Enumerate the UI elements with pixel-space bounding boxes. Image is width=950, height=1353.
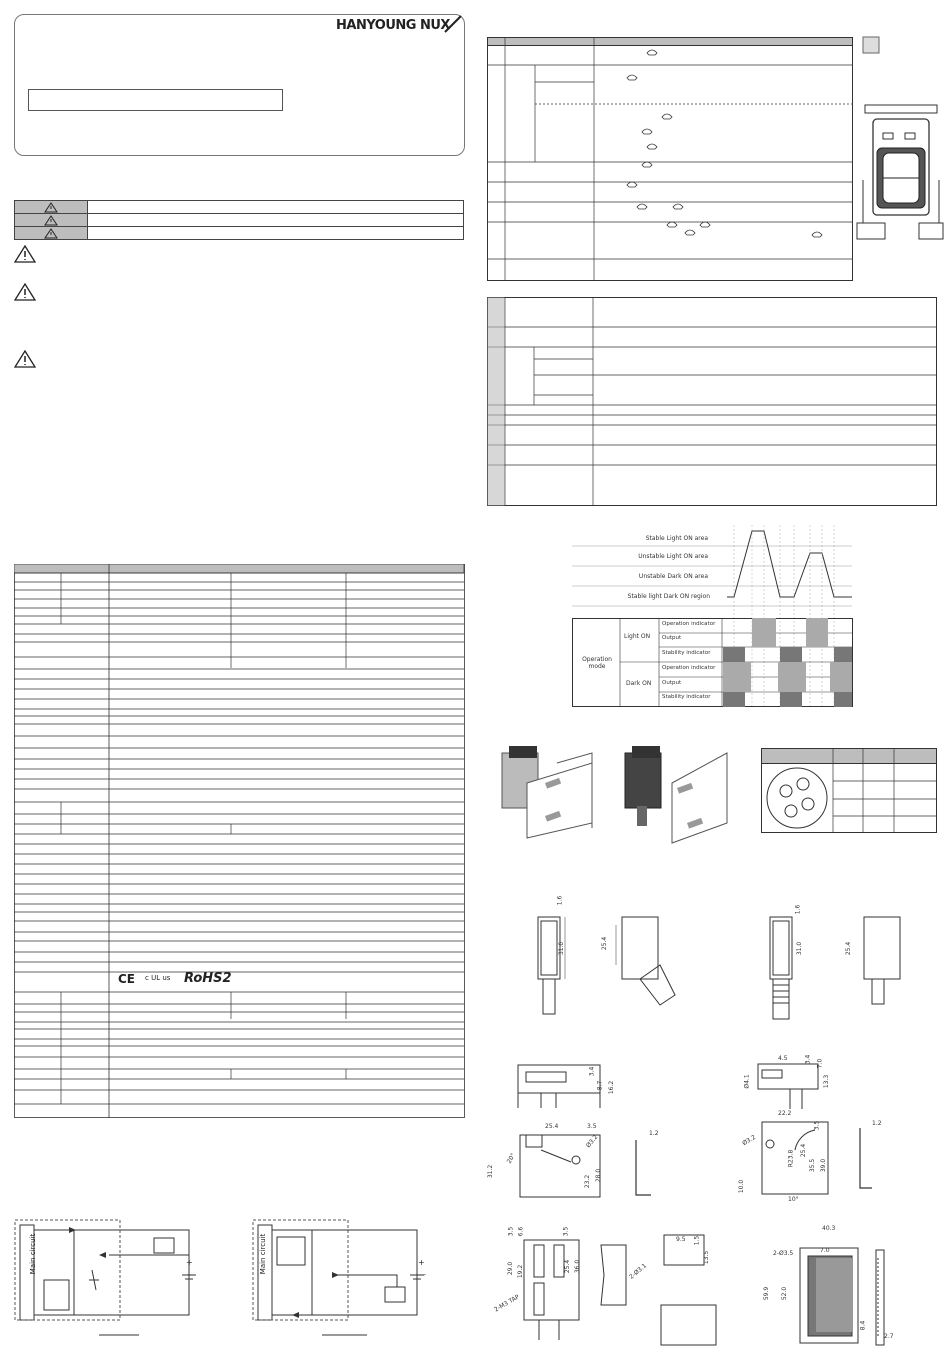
dim-b6: Ø3.2 <box>584 1133 600 1150</box>
npn-output-circuit-diagram <box>14 1215 214 1340</box>
dim-b7: 20° <box>505 1152 518 1165</box>
ul-mark: c UL us <box>145 974 171 982</box>
dim-f2: 2-Ø3.5 <box>773 1250 794 1257</box>
dim-c9: R23.8 <box>787 1149 795 1168</box>
dim-b9: 23.2 <box>584 1174 592 1189</box>
dim-c3: 7.0 <box>816 1058 824 1069</box>
caution-icon <box>14 350 36 368</box>
model-input-box <box>28 89 283 111</box>
minus-label: — <box>186 1270 194 1279</box>
main-circuit-label-2: Main circuit <box>259 1233 267 1275</box>
operation-mode-label: Operation mode <box>582 656 612 670</box>
dim-c1: 4.5 <box>778 1055 788 1062</box>
dim-c6: 22.2 <box>778 1110 792 1117</box>
dim-b1: 3.4 <box>588 1066 596 1077</box>
function-table <box>487 297 937 507</box>
dim-c10: 25.4 <box>800 1143 808 1158</box>
dim-c4: Ø4.1 <box>743 1074 751 1089</box>
dim-c7: 3.5 <box>813 1120 821 1131</box>
connector-type-dimension-drawing <box>740 895 920 1025</box>
main-circuit-label: Main circuit <box>29 1233 37 1275</box>
danger-icon <box>14 245 36 263</box>
warning-icon <box>44 202 58 213</box>
dim-d2: 31.0 <box>558 941 566 956</box>
dim-c14: 10° <box>788 1196 799 1203</box>
dim-f6: 8.4 <box>859 1320 867 1331</box>
dim-d3: 25.4 <box>601 936 609 951</box>
warning-icon <box>44 215 58 226</box>
light-on-label: Light ON <box>624 633 651 640</box>
timing-row-4: Stable light Dark ON region <box>627 593 710 600</box>
dim-d5: 31.0 <box>796 941 804 956</box>
signal-output-2: Output <box>662 680 682 686</box>
dim-e11: 1.5 <box>693 1235 701 1246</box>
dim-b4: 25.4 <box>545 1123 559 1130</box>
warning-icon <box>14 283 36 301</box>
dim-d4: 1.6 <box>794 904 802 915</box>
sensor-front-panel-diagram <box>855 35 947 240</box>
dim-f1: 40.3 <box>822 1225 836 1232</box>
dim-e1: 3.5 <box>507 1226 515 1237</box>
signal-op-ind-2: Operation indicator <box>662 665 716 671</box>
dim-b5: 3.5 <box>587 1123 597 1130</box>
dim-c15: 1.2 <box>872 1120 882 1127</box>
dark-on-label: Dark ON <box>626 680 652 687</box>
dim-e2: 6.6 <box>517 1226 525 1237</box>
dim-c11: 35.5 <box>809 1158 817 1173</box>
warning-icon <box>44 228 58 239</box>
dim-e6: 25.4 <box>564 1259 572 1274</box>
dim-b10: 28.0 <box>595 1168 603 1183</box>
minus-label-2: — <box>418 1270 426 1279</box>
dim-b11: 1.2 <box>649 1130 659 1137</box>
dim-f3: 7.0 <box>820 1247 830 1254</box>
dim-c5: 13.3 <box>823 1074 831 1089</box>
dim-d1: 1.6 <box>556 895 564 906</box>
brand-logo: HANYOUNG NUX <box>336 18 450 33</box>
dim-e3: 3.5 <box>562 1226 570 1237</box>
dim-f4: 59.9 <box>763 1286 771 1301</box>
timing-row-1: Stable Light ON area <box>645 535 708 542</box>
reflector-dimension-drawing <box>772 1228 932 1350</box>
safety-level-table <box>14 200 464 240</box>
setting-procedure-table <box>487 37 853 282</box>
bracket-c-dimension-drawing <box>496 1225 726 1350</box>
timing-row-3: Unstable Dark ON area <box>638 573 708 580</box>
dim-e12: 13.5 <box>703 1250 711 1265</box>
dim-e8: 2-M3 TAP <box>493 1293 521 1314</box>
bracket-mounting-illustration <box>497 738 747 850</box>
bracket-a-dimension-drawing <box>496 1060 668 1200</box>
ce-mark: CE <box>118 972 136 986</box>
dim-e10: 9.5 <box>676 1236 686 1243</box>
dim-b8: 31.2 <box>487 1164 495 1179</box>
plus-label: + <box>186 1258 193 1267</box>
dim-e9: 2-Ø3.1 <box>628 1262 649 1281</box>
dim-e5: 19.2 <box>517 1264 525 1279</box>
dim-b3: 16.2 <box>608 1080 616 1095</box>
dim-f7: 2.7 <box>884 1333 894 1340</box>
dim-b2: 8.7 <box>596 1080 604 1091</box>
dim-e7: 36.0 <box>574 1259 582 1274</box>
dim-e4: 29.0 <box>507 1261 515 1276</box>
signal-output-1: Output <box>662 635 682 641</box>
plus-label-2: + <box>418 1258 425 1267</box>
cable-type-dimension-drawing <box>500 895 680 1020</box>
signal-stab-ind-2: Stability indicator <box>662 694 711 700</box>
rohs-mark: RoHS2 <box>184 971 232 986</box>
header-box <box>14 14 465 156</box>
connector-pin-table <box>761 748 937 833</box>
signal-stab-ind-1: Stability indicator <box>662 650 711 656</box>
dim-c12: 39.0 <box>820 1158 828 1173</box>
dim-c13: 10.0 <box>738 1179 746 1194</box>
specification-table <box>14 564 465 1118</box>
logo-swoosh-icon <box>443 14 465 36</box>
dim-f5: 52.0 <box>781 1286 789 1301</box>
timing-row-2: Unstable Light ON area <box>638 553 708 560</box>
dim-d6: 25.4 <box>845 941 853 956</box>
signal-op-ind-1: Operation indicator <box>662 621 716 627</box>
dim-c8: Ø3.2 <box>741 1133 758 1148</box>
dim-c2: 3.4 <box>804 1054 812 1065</box>
